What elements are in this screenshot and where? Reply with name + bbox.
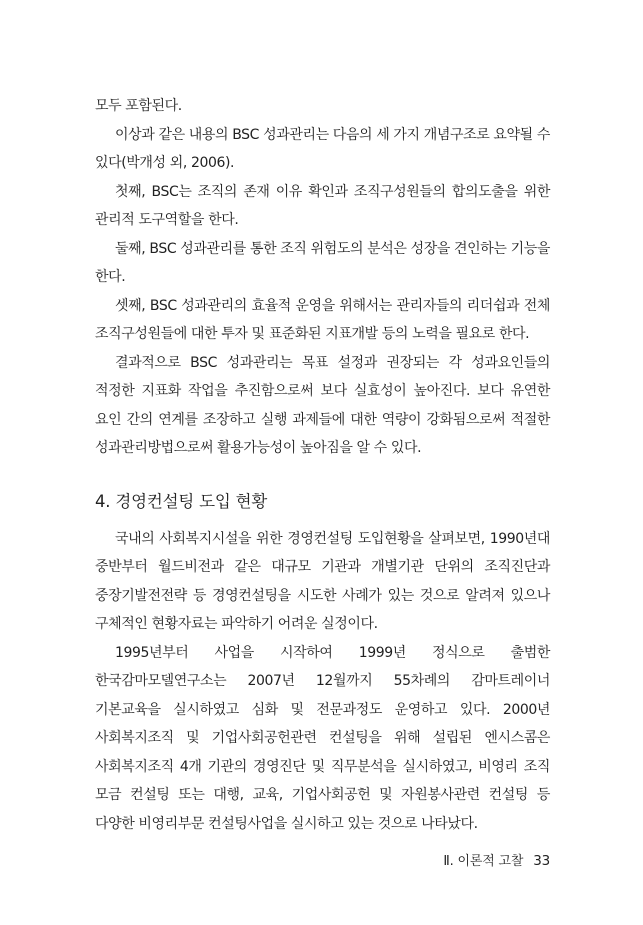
paragraph-third: 셋째, BSC 성과관리의 효율적 운영을 위해서는 관리자들의 리더쉽과 전체 조직구성원들에 대한 투자 및 표준화된 지표개발 등의 노력을 필요로 한다. [95,297,550,342]
paragraph-second: 둘째, BSC 성과관리를 통한 조직 위험도의 분석은 성장을 견인하는 기능을 한다. [95,240,550,285]
paragraph-consulting-status: 국내의 사회복지시설을 위한 경영컨설팅 도입현황을 살펴보면, 1990년대 중반부터 월드비전과 같은 대규모 기관과 개별기관 단위의 조직진단과 중장기발전전략 등 경영컨설팅을 시도한 사례가 있는 것으로 알려져 있으나 구체적인 현황자료는 파악하기 어려운 실정이다. [95,530,550,632]
paragraph-bsc-summary: 이상과 같은 내용의 BSC 성과관리는 다음의 세 가지 개념구조로 요약될 수 있다(박개성 외, 2006). [95,126,550,171]
page-body [95,92,550,838]
section-heading: 4. 경영컨설팅 도입 현황 [95,491,268,511]
page-number: 33 [533,853,550,869]
page-footer [443,850,550,869]
paragraph-conclusion: 결과적으로 BSC 성과관리는 목표 설정과 권장되는 각 성과요인들의 적정한 지표화 작업을 추진함으로써 보다 실효성이 높아진다. 보다 유연한 요인 간의 연계를 조장하고 실행 과제들에 대한 역량이 강화됨으로써 적절한 성과관리방법으로써 활용가능성이 높아짐을 알 수 있다. [95,354,550,456]
paragraph-consulting-institutions: 1995년부터 사업을 시작하여 1999년 정식으로 출범한 한국감마모델연구소는 2007년 12월까지 55차례의 감마트레이너 기본교육을 실시하였고 심화 및 전문과정도 운영하고 있다. 2000년 사회복지조직 및 기업사회공헌관련 컨설팅을 위해 설립된 엔시스콤은 사회복지조직 4개 기관의 경영진단 및 직무분석을 실시하였고, 비영리 조직 모금 컨설팅 또는 대행, 교육, 기업사회공헌 및 자원봉사관련 컨설팅 등 다양한 비영리부문 컨설팅사업을 실시하고 있는 것으로 나타났다. [95,644,550,832]
paragraph-continuation: 모두 포함된다. [95,98,182,114]
paragraph-first: 첫째, BSC는 조직의 존재 이유 확인과 조직구성원들의 합의도출을 위한 관리적 도구역할을 한다. [95,183,550,228]
footer-chapter: Ⅱ. 이론적 고찰 [443,854,524,869]
